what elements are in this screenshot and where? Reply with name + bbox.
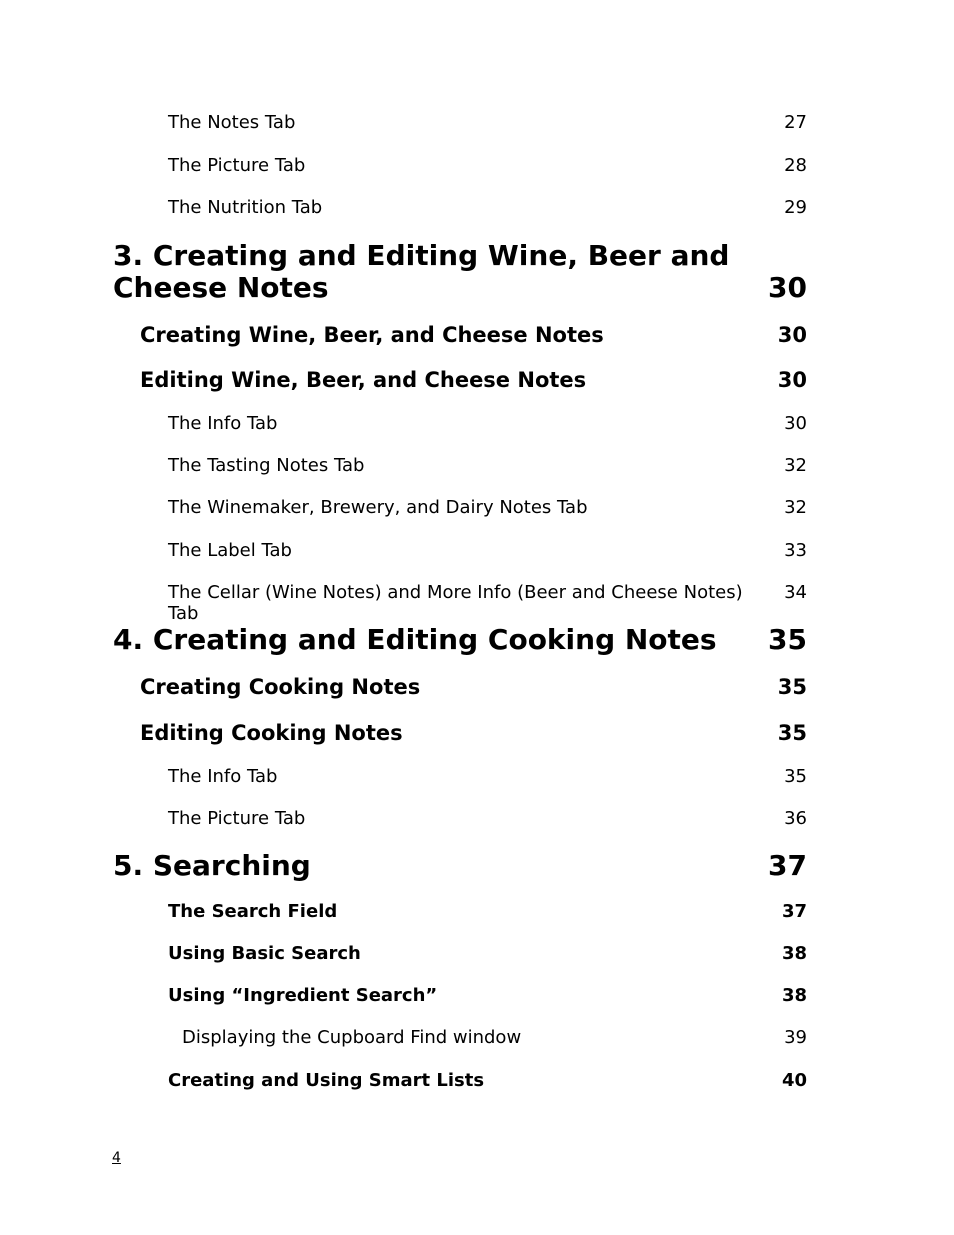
section-title: Creating Wine, Beer, and Cheese Notes [140, 323, 604, 347]
toc-entry-title: The Winemaker, Brewery, and Dairy Notes Tab [168, 497, 588, 518]
toc-section[interactable] [140, 721, 807, 745]
toc-entry[interactable] [168, 112, 807, 133]
section-title: Creating and Using Smart Lists [168, 1070, 485, 1091]
section-page: 35 [777, 675, 807, 699]
section-page: 30 [777, 323, 807, 347]
toc-section[interactable] [140, 323, 807, 347]
toc-entry-page: 28 [784, 155, 807, 176]
toc-entry-title: The Info Tab [168, 766, 278, 787]
toc-entry-page: 39 [784, 1027, 807, 1048]
toc-entry-page: 29 [784, 197, 807, 218]
toc-chapter-4[interactable] [113, 623, 807, 656]
section-page: 35 [777, 721, 807, 745]
toc-entry-page: 33 [784, 540, 807, 561]
toc-entry[interactable] [168, 155, 807, 176]
toc-entry-title: The Picture Tab [168, 808, 306, 829]
section-title: Creating Cooking Notes [140, 675, 421, 699]
toc-entry-page: 36 [784, 808, 807, 829]
toc-entry-title: The Picture Tab [168, 155, 306, 176]
toc-entry-page: 32 [784, 455, 807, 476]
toc-entry-page: 32 [784, 497, 807, 518]
toc-entry-title: Displaying the Cupboard Find window [182, 1027, 522, 1048]
toc-entry[interactable] [182, 1027, 807, 1048]
section-page: 38 [781, 943, 807, 964]
toc-entry-title: The Tasting Notes Tab [168, 455, 365, 476]
toc-entry-title: The Nutrition Tab [168, 197, 323, 218]
section-title: Using “Ingredient Search” [168, 985, 438, 1006]
section-page: 37 [781, 901, 807, 922]
chapter-title: 4. Creating and Editing Cooking Notes [113, 623, 717, 656]
toc-chapter-5[interactable] [113, 849, 807, 882]
chapter-page: 30 [768, 271, 807, 304]
chapter-title: 5. Searching [113, 849, 311, 882]
toc-section[interactable] [168, 943, 807, 964]
toc-entry-page: 30 [784, 413, 807, 434]
toc-entry-page: 27 [784, 112, 807, 133]
chapter-title: 3. Creating and Editing Wine, Beer and Cheese Notes [113, 239, 730, 304]
toc-entry[interactable] [168, 455, 807, 476]
toc-section[interactable] [140, 675, 807, 699]
toc-entry[interactable] [168, 540, 807, 561]
toc-section[interactable] [168, 985, 807, 1006]
toc-entry[interactable] [168, 766, 807, 787]
chapter-page: 35 [768, 623, 807, 656]
toc-entry[interactable] [168, 582, 807, 624]
section-page: 38 [781, 985, 807, 1006]
toc-entry-page: 34 [784, 582, 807, 603]
section-title: Editing Wine, Beer, and Cheese Notes [140, 368, 587, 392]
page-number: 4 [112, 1150, 121, 1166]
chapter-page: 37 [768, 849, 807, 882]
toc-entry[interactable] [168, 197, 807, 218]
section-page: 40 [781, 1070, 807, 1091]
toc-section[interactable] [140, 368, 807, 392]
section-title: Using Basic Search [168, 943, 361, 964]
toc-entry-title: The Info Tab [168, 413, 278, 434]
toc-entry[interactable] [168, 413, 807, 434]
toc-entry-title: The Label Tab [168, 540, 292, 561]
section-title: The Search Field [168, 901, 338, 922]
toc-entry-title: The Cellar (Wine Notes) and More Info (Beer and Cheese Notes) Tab [168, 582, 743, 624]
toc-chapter-3[interactable] [113, 240, 807, 304]
toc-section[interactable] [168, 901, 807, 922]
toc-entry-title: The Notes Tab [168, 112, 296, 133]
section-page: 30 [777, 368, 807, 392]
toc-entry[interactable] [168, 497, 807, 518]
section-title: Editing Cooking Notes [140, 721, 403, 745]
toc-entry[interactable] [168, 808, 807, 829]
toc-section[interactable] [168, 1070, 807, 1091]
toc-entry-page: 35 [784, 766, 807, 787]
